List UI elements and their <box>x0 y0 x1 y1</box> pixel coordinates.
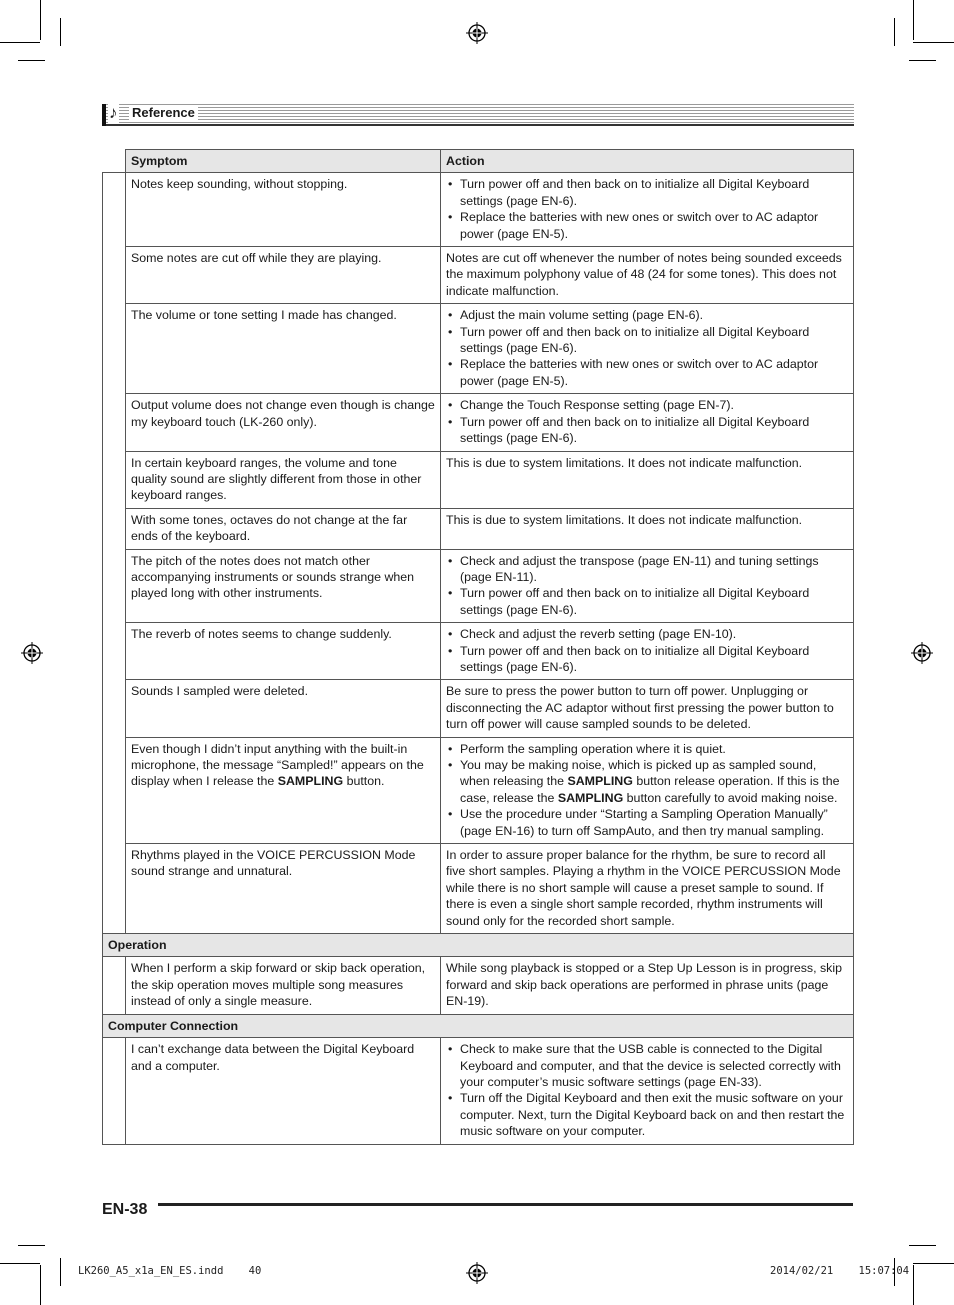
crop-mark <box>913 1265 914 1305</box>
action-item: • Turn power off and then back on to initialize all Digital Keyboard settings (page EN-6). <box>446 585 848 618</box>
symptom-cell: I can’t exchange data between the Digital Keyboard and a computer. <box>126 1038 441 1144</box>
registration-mark-icon <box>21 642 43 664</box>
crop-mark <box>0 1263 40 1264</box>
action-item: • Turn power off and then back on to initialize all Digital Keyboard settings (page EN-6). <box>446 176 848 209</box>
symptom-cell: The pitch of the notes does not match other accompanying instruments or sounds strange when played long with other instruments. <box>126 549 441 623</box>
symptom-cell <box>126 737 441 843</box>
crop-mark <box>40 0 41 40</box>
action-cell <box>441 1038 854 1144</box>
symptom-cell: Output volume does not change even though is change my keyboard touch (LK-260 only). <box>126 394 441 451</box>
symptom-text: button. <box>343 774 385 789</box>
symptom-cell: Some notes are cut off while they are playing. <box>126 247 441 304</box>
table-header-row <box>103 150 854 173</box>
crop-mark <box>894 18 895 46</box>
table-row <box>103 247 854 304</box>
table-row <box>103 451 854 508</box>
action-cell: In order to assure proper balance for the rhythm, be sure to record all five short samples. Playing a rhythm in the VOICE PERCUSSION Mode while there is no short sample will cause a preset sample to sound. If there is even a single short sample recorded, rhythm instruments will sound only for the recorded short sample. <box>441 844 854 934</box>
action-item <box>446 757 848 806</box>
action-text: button release operation. If this is the case, release the <box>460 774 840 805</box>
crop-mark <box>0 42 40 43</box>
action-cell <box>441 394 854 451</box>
table-row <box>103 957 854 1014</box>
symptom-cell: Notes keep sounding, without stopping. <box>126 173 441 247</box>
action-list <box>446 307 848 389</box>
sampling-button-label: SAMPLING <box>557 790 624 805</box>
row-gutter <box>103 173 126 934</box>
symptom-cell: With some tones, octaves do not change at the far ends of the keyboard. <box>126 508 441 549</box>
footer-rule <box>158 1203 853 1206</box>
crop-mark <box>18 1245 45 1246</box>
section-row-computer-connection <box>103 1014 854 1037</box>
section-heading-computer-connection: Computer Connection <box>103 1014 854 1037</box>
action-item: • Adjust the main volume setting (page EN-6). <box>446 307 848 323</box>
action-list <box>446 553 848 619</box>
crop-mark <box>913 0 914 40</box>
crop-mark <box>913 1263 954 1264</box>
action-item: • Perform the sampling operation where it is quiet. <box>446 741 848 757</box>
troubleshooting-table <box>102 149 854 1145</box>
page-number: EN-38 <box>102 1201 148 1218</box>
symptom-cell: In certain keyboard ranges, the volume and tone quality sound are slightly different from those in other keyboard ranges. <box>126 451 441 508</box>
action-item: • Change the Touch Response setting (page EN-7). <box>446 397 848 413</box>
crop-mark <box>913 42 954 43</box>
column-header-symptom: Symptom <box>126 150 441 173</box>
action-item: • Turn power off and then back on to initialize all Digital Keyboard settings (page EN-6). <box>446 324 848 357</box>
action-list <box>446 741 848 839</box>
action-item: • Turn power off and then back on to initialize all Digital Keyboard settings (page EN-6). <box>446 414 848 447</box>
section-header <box>102 102 854 126</box>
section-title: Reference <box>129 105 198 121</box>
slug-filename: LK260_A5_x1a_EN_ES.indd 40 <box>78 1265 262 1277</box>
table-row <box>103 173 854 247</box>
registration-mark-icon <box>466 1262 488 1284</box>
table-row <box>103 549 854 623</box>
row-gutter <box>103 957 126 1014</box>
header-left-bar <box>102 104 106 126</box>
sampling-button-label: SAMPLING <box>277 774 344 789</box>
table-row <box>103 508 854 549</box>
symptom-text: Even though I didn’t input anything with the built-in microphone, the message “Sampled!” appears on the display when I release the <box>131 741 424 789</box>
table-row <box>103 304 854 394</box>
gutter-header <box>103 150 126 173</box>
table-row <box>103 1038 854 1144</box>
action-cell <box>441 737 854 843</box>
action-cell: Notes are cut off whenever the number of notes being sounded exceeds the maximum polyphony value of 48 (24 for some tones). This does not indicate malfunction. <box>441 247 854 304</box>
header-rules <box>102 102 854 126</box>
symptom-cell: The volume or tone setting I made has changed. <box>126 304 441 394</box>
table-row <box>103 394 854 451</box>
symptom-cell: The reverb of notes seems to change suddenly. <box>126 623 441 680</box>
action-list <box>446 626 848 675</box>
action-item: • Turn off the Digital Keyboard and then exit the music software on your computer. Next, turn the Digital Keyboard back on and then restart the music software on your computer. <box>446 1090 848 1139</box>
action-cell <box>441 304 854 394</box>
slug-timestamp: 2014/02/21 15:07:04 <box>770 1265 910 1277</box>
symptom-cell: Sounds I sampled were deleted. <box>126 680 441 737</box>
crop-mark <box>60 1258 61 1286</box>
action-item: • Check and adjust the transpose (page EN-11) and tuning settings (page EN-11). <box>446 553 848 586</box>
action-cell: While song playback is stopped or a Step Up Lesson is in progress, skip forward and skip back operations are performed in phrase units (page EN-19). <box>441 957 854 1014</box>
action-item: • Check to make sure that the USB cable is connected to the Digital Keyboard and computer, and that the device is selected correctly with your computer’s music software settings (page EN-33). <box>446 1041 848 1090</box>
table-row <box>103 844 854 934</box>
action-item: • Check and adjust the reverb setting (page EN-10). <box>446 626 848 642</box>
action-cell <box>441 173 854 247</box>
action-cell: This is due to system limitations. It does not indicate malfunction. <box>441 451 854 508</box>
action-cell <box>441 623 854 680</box>
action-list <box>446 1041 848 1139</box>
section-heading-operation: Operation <box>103 934 854 957</box>
action-text: button carefully to avoid making noise. <box>623 790 838 805</box>
crop-mark <box>909 1245 936 1246</box>
table-row <box>103 623 854 680</box>
action-list <box>446 397 848 446</box>
action-item: • Replace the batteries with new ones or switch over to AC adaptor power (page EN-5). <box>446 209 848 242</box>
symptom-cell: When I perform a skip forward or skip back operation, the skip operation moves multiple song measures instead of only a single measure. <box>126 957 441 1014</box>
crop-mark <box>18 60 45 61</box>
registration-mark-icon <box>911 642 933 664</box>
column-header-action: Action <box>441 150 854 173</box>
crop-mark <box>909 60 936 61</box>
registration-mark-icon <box>466 22 488 44</box>
action-item: • Use the procedure under “Starting a Sampling Operation Manually” (page EN-16) to turn off SampAuto, and then try manual sampling. <box>446 806 848 839</box>
action-item: • Replace the batteries with new ones or switch over to AC adaptor power (page EN-5). <box>446 356 848 389</box>
sampling-button-label: SAMPLING <box>567 774 633 789</box>
action-cell: This is due to system limitations. It does not indicate malfunction. <box>441 508 854 549</box>
row-gutter <box>103 1038 126 1144</box>
action-cell: Be sure to press the power button to turn off power. Unplugging or disconnecting the AC adaptor without first pressing the power button to turn off power will cause sampled sounds to be deleted. <box>441 680 854 737</box>
crop-mark <box>40 1265 41 1305</box>
header-bottom-rule <box>102 124 854 126</box>
music-note-icon: ♪ <box>109 103 118 122</box>
symptom-cell: Rhythms played in the VOICE PERCUSSION Mode sound strange and unnatural. <box>126 844 441 934</box>
table-row <box>103 680 854 737</box>
crop-mark <box>60 18 61 46</box>
table-row <box>103 737 854 843</box>
section-row-operation <box>103 934 854 957</box>
action-list <box>446 176 848 242</box>
action-cell <box>441 549 854 623</box>
action-text: You may be making noise, which is picked up as sampled sound, when releasing the <box>460 758 817 789</box>
action-item: • Turn power off and then back on to initialize all Digital Keyboard settings (page EN-6). <box>446 643 848 676</box>
